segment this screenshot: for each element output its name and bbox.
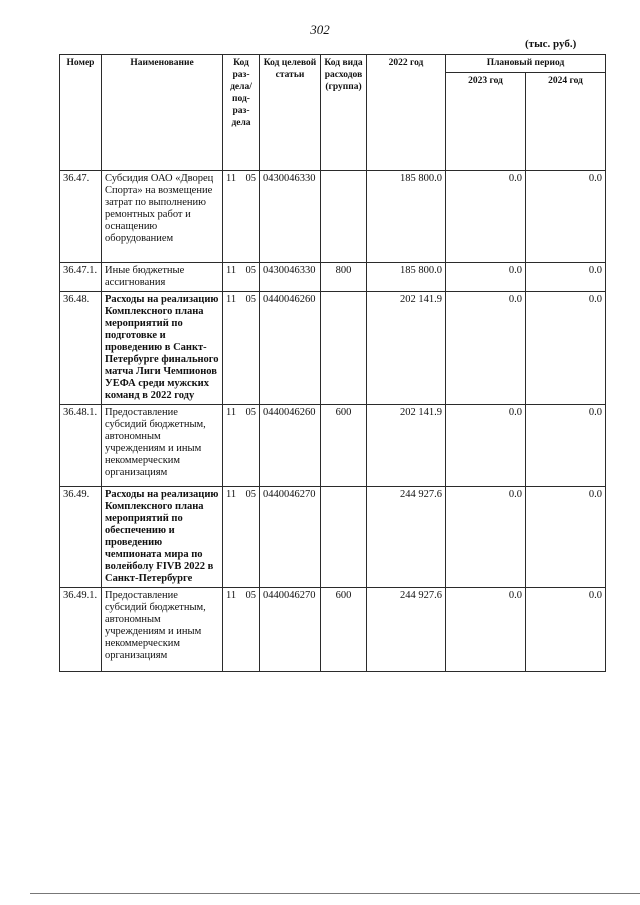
- row-amount-2022: 185 800.0: [367, 171, 446, 263]
- row-amount-2024: 0.0: [526, 405, 606, 487]
- row-section-code: [223, 292, 260, 405]
- row-amount-2022: 202 141.9: [367, 292, 446, 405]
- row-name: Предоставление субсидий бюджетным, автономным учреждениям и иным некоммерческим организациям: [102, 588, 223, 672]
- row-amount-2022: 244 927.6: [367, 487, 446, 588]
- row-section-code: [223, 405, 260, 487]
- section-code: 11: [226, 590, 237, 601]
- row-amount-2023: 0.0: [446, 263, 526, 292]
- section-code: 11: [226, 489, 237, 500]
- row-number: 36.48.1.: [60, 405, 102, 487]
- header-2024: 2024 год: [526, 73, 606, 171]
- row-section-code: [223, 171, 260, 263]
- section-code: 11: [226, 294, 237, 305]
- row-target-code: 0440046260: [260, 405, 321, 487]
- row-target-code: 0430046330: [260, 263, 321, 292]
- row-amount-2023: 0.0: [446, 292, 526, 405]
- row-amount-2022: 185 800.0: [367, 263, 446, 292]
- row-expense-type: [321, 292, 367, 405]
- row-amount-2024: 0.0: [526, 292, 606, 405]
- header-name: Наименование: [102, 55, 223, 171]
- row-expense-type: 600: [321, 588, 367, 672]
- row-amount-2023: 0.0: [446, 588, 526, 672]
- row-name: Иные бюджетные ассигнования: [102, 263, 223, 292]
- table-row: [60, 171, 606, 263]
- subsection-code: 05: [245, 294, 256, 305]
- table-row: [60, 263, 606, 292]
- row-target-code: 0440046270: [260, 487, 321, 588]
- row-name: Расходы на реализацию Комплексного плана мероприятий по обеспечению и проведению чемпионата мира по волейболу FIVB 2022 в Санкт-Петербурге: [102, 487, 223, 588]
- row-name: Расходы на реализацию Комплексного плана мероприятий по подготовке и проведению в Санкт-Петербурге финального матча Лиги Чемпионов УЕФА среди мужских команд в 2022 году: [102, 292, 223, 405]
- row-amount-2024: 0.0: [526, 263, 606, 292]
- row-target-code: 0430046330: [260, 171, 321, 263]
- table-row: [60, 292, 606, 405]
- subsection-code: 05: [245, 590, 256, 601]
- row-expense-type: [321, 171, 367, 263]
- header-2022: 2022 год: [367, 55, 446, 171]
- row-name: Предоставление субсидий бюджетным, автономным учреждениям и иным некоммерческим организациям: [102, 405, 223, 487]
- subsection-code: 05: [245, 173, 256, 184]
- table-row: [60, 405, 606, 487]
- row-expense-type: 600: [321, 405, 367, 487]
- row-section-code: [223, 487, 260, 588]
- header-type: Код вида расходов (группа): [321, 55, 367, 171]
- row-name: Субсидия ОАО «Дворец Спорта» на возмещение затрат по выполнению ремонтных работ и оснащению оборудованием: [102, 171, 223, 263]
- table-body: [60, 171, 606, 672]
- row-number: 36.47.1.: [60, 263, 102, 292]
- header-section: Код раз-дела/ под-раз-дела: [223, 55, 260, 171]
- row-amount-2022: 244 927.6: [367, 588, 446, 672]
- subsection-code: 05: [245, 407, 256, 418]
- row-amount-2022: 202 141.9: [367, 405, 446, 487]
- table-row: [60, 588, 606, 672]
- subsection-code: 05: [245, 265, 256, 276]
- row-section-code: [223, 263, 260, 292]
- row-target-code: 0440046260: [260, 292, 321, 405]
- row-number: 36.47.: [60, 171, 102, 263]
- table-header: [60, 55, 606, 171]
- header-number: Номер: [60, 55, 102, 171]
- row-amount-2024: 0.0: [526, 171, 606, 263]
- row-amount-2024: 0.0: [526, 588, 606, 672]
- row-target-code: 0440046270: [260, 588, 321, 672]
- page-number: 302: [310, 22, 330, 37]
- budget-table: [59, 54, 606, 672]
- header-2023: 2023 год: [446, 73, 526, 171]
- units-label: (тыс. руб.): [525, 38, 577, 50]
- row-expense-type: [321, 487, 367, 588]
- row-amount-2024: 0.0: [526, 487, 606, 588]
- row-number: 36.48.: [60, 292, 102, 405]
- section-code: 11: [226, 407, 237, 418]
- section-code: 11: [226, 265, 237, 276]
- table-row: [60, 487, 606, 588]
- row-number: 36.49.1.: [60, 588, 102, 672]
- section-code: 11: [226, 173, 237, 184]
- bottom-rule: [30, 893, 640, 894]
- header-target: Код целевой статьи: [260, 55, 321, 171]
- header-planned-period: Плановый период: [446, 55, 606, 73]
- row-number: 36.49.: [60, 487, 102, 588]
- row-amount-2023: 0.0: [446, 405, 526, 487]
- row-expense-type: 800: [321, 263, 367, 292]
- row-amount-2023: 0.0: [446, 171, 526, 263]
- row-section-code: [223, 588, 260, 672]
- row-amount-2023: 0.0: [446, 487, 526, 588]
- subsection-code: 05: [245, 489, 256, 500]
